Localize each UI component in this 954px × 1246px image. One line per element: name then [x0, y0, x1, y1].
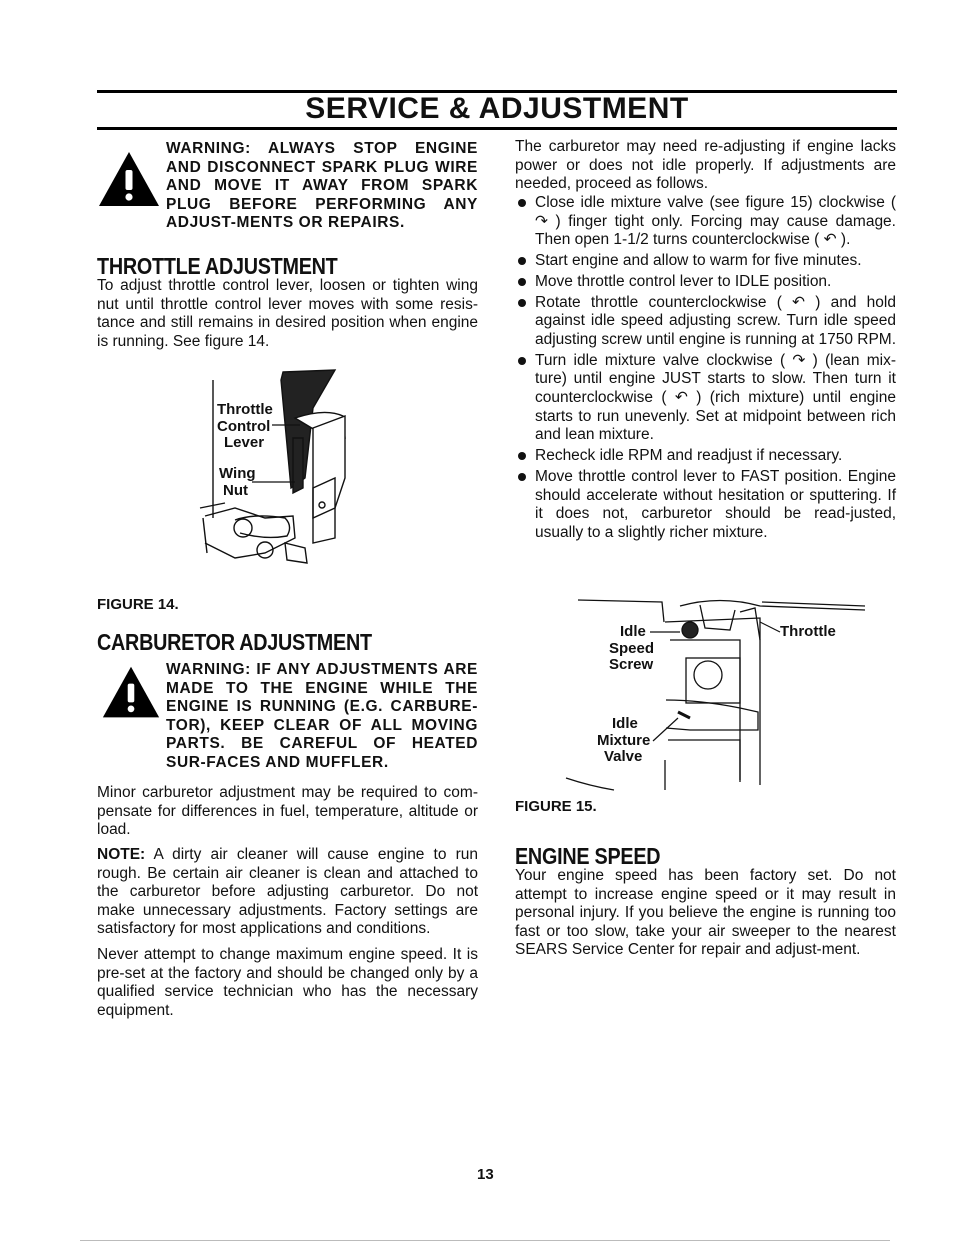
- list-item: Move throttle control lever to FAST position. Engine should accelerate without hesitation or sputtering. If it does not, carburetor should be read-justed, usually to a slightly richer mixture.: [515, 468, 896, 543]
- label-line: Wing: [219, 465, 256, 482]
- label-line: Lever: [224, 434, 265, 451]
- label-line: Idle: [612, 715, 638, 732]
- never-change-speed-text: Never attempt to change maximum engine speed. It is pre-set at the factory and should be changed only by a qualified service technician who has the necessary equipment.: [97, 946, 478, 1019]
- carburetor-adjustment-heading: CARBURETOR ADJUSTMENT: [97, 629, 372, 655]
- label-line: Speed: [609, 639, 655, 657]
- list-item: Turn idle mixture valve clockwise ( ↷ ) (lean mix-ture) until engine JUST starts to slow. Then turn it counterclockwise ( ↶ ) (rich mixture) until engine starts to run unevenly. Set at midpoint between rich and lean mixture.: [515, 352, 896, 446]
- warning-stop-engine: WARNING: ALWAYS STOP ENGINE AND DISCONNECT SPARK PLUG WIRE AND MOVE IT AWAY FROM SPARK PLUG BEFORE PERFORMING ANY ADJUST-MENTS OR REPAIRS.: [166, 140, 478, 232]
- label-line: Control: [217, 417, 271, 435]
- list-item: Recheck idle RPM and readjust if necessary.: [515, 447, 896, 466]
- label-line: Screw: [609, 656, 654, 673]
- page-title: SERVICE & ADJUSTMENT: [305, 92, 689, 125]
- list-item: Rotate throttle counterclockwise ( ↶ ) and hold against idle speed adjusting screw. Turn idle speed adjusting screw until engine is running at 1750 RPM.: [515, 294, 896, 350]
- list-item: Close idle mixture valve (see figure 15) clockwise ( ↷ ) finger tight only. Forcing may cause damage. Then open 1-1/2 turns counterclockwise ( ↶ ).: [515, 194, 896, 250]
- engine-speed-heading: ENGINE SPEED: [515, 843, 661, 869]
- figure-15-caption: FIGURE 15.: [515, 798, 597, 815]
- warning-engine-running: WARNING: IF ANY ADJUSTMENTS ARE MADE TO THE ENGINE WHILE THE ENGINE IS RUNNING (E.G. CARBURE-TOR), KEEP CLEAR OF ALL MOVING PARTS. BE CAREFUL OF HEATED SUR-FACES AND MUFFLER.: [166, 661, 478, 771]
- throttle-adjustment-heading: THROTTLE ADJUSTMENT: [97, 253, 338, 279]
- figure-15-label-idle-speed-screw: [609, 623, 655, 674]
- list-item: Start engine and allow to warm for five minutes.: [515, 252, 896, 271]
- figure-15-label-throttle: Throttle: [780, 623, 836, 640]
- label-line: Throttle: [217, 401, 273, 418]
- figure-15-label-idle-mixture-valve: [597, 716, 650, 766]
- label-line: Idle: [620, 623, 646, 640]
- engine-speed-text: Your engine speed has been factory set. Do not attempt to increase engine speed or it may result in personal injury. If you believe the engine is running too fast or too slow, take your air sweeper to the nearest SEARS Service Center for repair and adjust-ment.: [515, 867, 896, 959]
- list-item: Move throttle control lever to IDLE position.: [515, 273, 896, 292]
- carburetor-intro-text: The carburetor may need re-adjusting if engine lacks power or does not idle properly. If adjustments are needed, proceed as follows.: [515, 138, 896, 193]
- figure-14-caption: FIGURE 14.: [97, 596, 179, 613]
- label-line: Valve: [604, 748, 643, 765]
- throttle-adjustment-text: To adjust throttle control lever, loosen or tighten wing nut until throttle control lever moves with some resis-tance and still remains in desired position when engine is running. See figure 14.: [97, 277, 478, 350]
- minor-adjustment-text: Minor carburetor adjustment may be required to com-pensate for differences in fuel, temperature, altitude or load.: [97, 784, 478, 839]
- note-label: NOTE:: [97, 846, 146, 863]
- page-number: 13: [477, 1166, 494, 1183]
- label-line: Nut: [223, 481, 248, 499]
- note-body: A dirty air cleaner will cause engine to run rough. Be certain air cleaner is clean and attached to the carburetor before adjusting carburetor. Do not make unnecessary adjustments. Factory settings are satisfactory for most applications and conditions.: [97, 846, 478, 938]
- bottom-scan-line: [80, 1240, 890, 1241]
- label-line: Mixture: [597, 731, 651, 749]
